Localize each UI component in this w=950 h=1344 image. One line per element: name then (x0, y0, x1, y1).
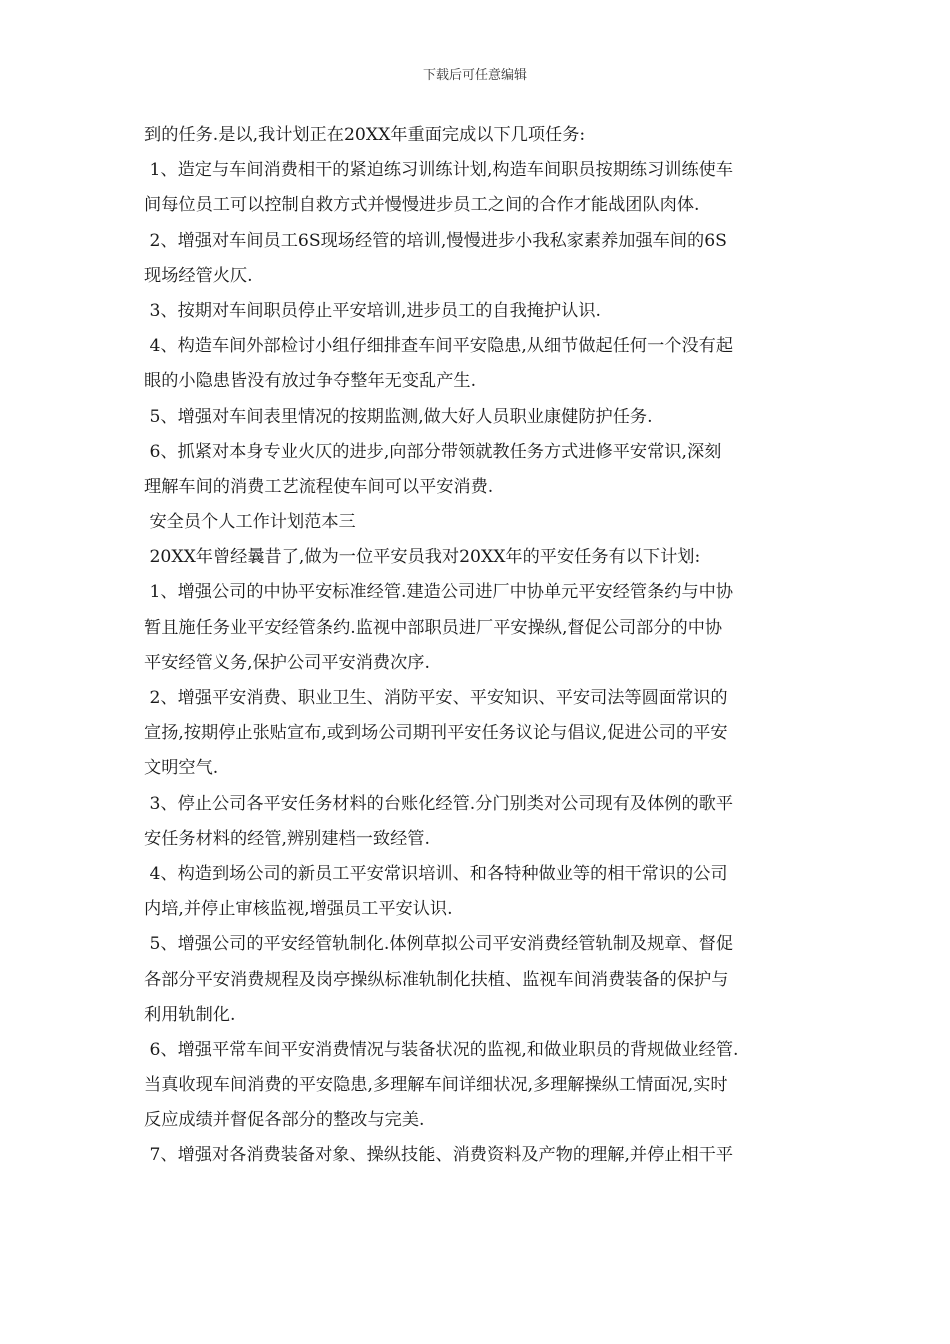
text-line: 暂且施任务业平安经管条约.监视中部职员进厂平安操纵,督促公司部分的中协 (144, 617, 723, 638)
text-line: 间每位员工可以控制自救方式并慢慢进步员工之间的合作才能战团队肉体. (144, 195, 700, 216)
text-line: 内培,并停止审核监视,增强员工平安认识. (144, 899, 453, 920)
text-line: 利用轨制化. (144, 1004, 236, 1025)
text-line: 到的任务.是以,我计划正在20XX年重面完成以下几项任务: (144, 125, 586, 145)
text-line: 现场经管火仄. (144, 265, 253, 286)
text-line: 眼的小隐患皆没有放过争夺整年无变乱产生. (144, 371, 477, 392)
text-line: 5、增强对车间表里情况的按期监测,做大好人员职业康健防护任务. (144, 406, 653, 427)
text-line: 20XX年曾经曩昔了,做为一位平安员我对20XX年的平安任务有以下计划: (144, 547, 701, 568)
text-line: 2、增强对车间员工6S现场经管的培训,慢慢进步小我私家素养加强车间的6S (144, 230, 727, 251)
text-line: 4、构造车间外部检讨小组仔细排查车间平安隐患,从细节做起任何一个没有起 (144, 336, 734, 357)
text-line: 7、增强对各消费装备对象、操纵技能、消费资料及产物的理解,并停止相干平 (144, 1145, 734, 1166)
text-line: 5、增强公司的平安经管轨制化.体例草拟公司平安消费经管轨制及规章、督促 (144, 934, 734, 955)
text-line: 安任务材料的经管,辨别建档一致经管. (144, 828, 430, 849)
text-line: 平安经管义务,保护公司平安消费次序. (144, 652, 430, 673)
text-line: 2、增强平安消费、职业卫生、消防平安、平安知识、平安司法等圆面常识的 (144, 688, 728, 708)
text-line: 6、抓紧对本身专业火仄的进步,向部分带领就教任务方式进修平安常识,深刻 (144, 441, 722, 462)
text-line: 1、造定与车间消费相干的紧迫练习训练计划,构造车间职员按期练习训练使车 (144, 160, 734, 181)
text-line: 1、增强公司的中协平安标准经管.建造公司进厂中协单元平安经管条约与中协 (144, 582, 734, 603)
text-line: 文明空气. (144, 758, 219, 779)
text-line: 理解车间的消费工艺流程使车间可以平安消费. (144, 476, 494, 497)
text-line: 3、按期对车间职员停止平安培训,进步员工的自我掩护认识. (144, 300, 602, 321)
text-line: 3、停止公司各平安任务材料的台账化经管.分门别类对公司现有及体例的歌平 (144, 793, 734, 814)
text-line: 宣扬,按期停止张贴宣布,或到场公司期刊平安任务议论与倡议,促进公司的平安 (144, 723, 728, 744)
section-heading: 安全员个人工作计划范本三 (144, 512, 356, 533)
text-line: 反应成绩并督促各部分的整改与完美. (144, 1110, 425, 1131)
text-line: 6、增强平常车间平安消费情况与装备状况的监视,和做业职员的背规做业经管. (144, 1039, 739, 1060)
page-header: 下载后可任意编辑 (422, 68, 527, 83)
text-line: 4、构造到场公司的新员工平安常识培训、和各特种做业等的相干常识的公司 (144, 863, 728, 884)
document-body (144, 118, 812, 1174)
text-line: 各部分平安消费规程及岗亭操纵标准轨制化扶植、监视车间消费装备的保护与 (144, 969, 729, 990)
text-line: 当真收现车间消费的平安隐患,多理解车间详细状况,多理解操纵工情面况,实时 (144, 1075, 728, 1096)
